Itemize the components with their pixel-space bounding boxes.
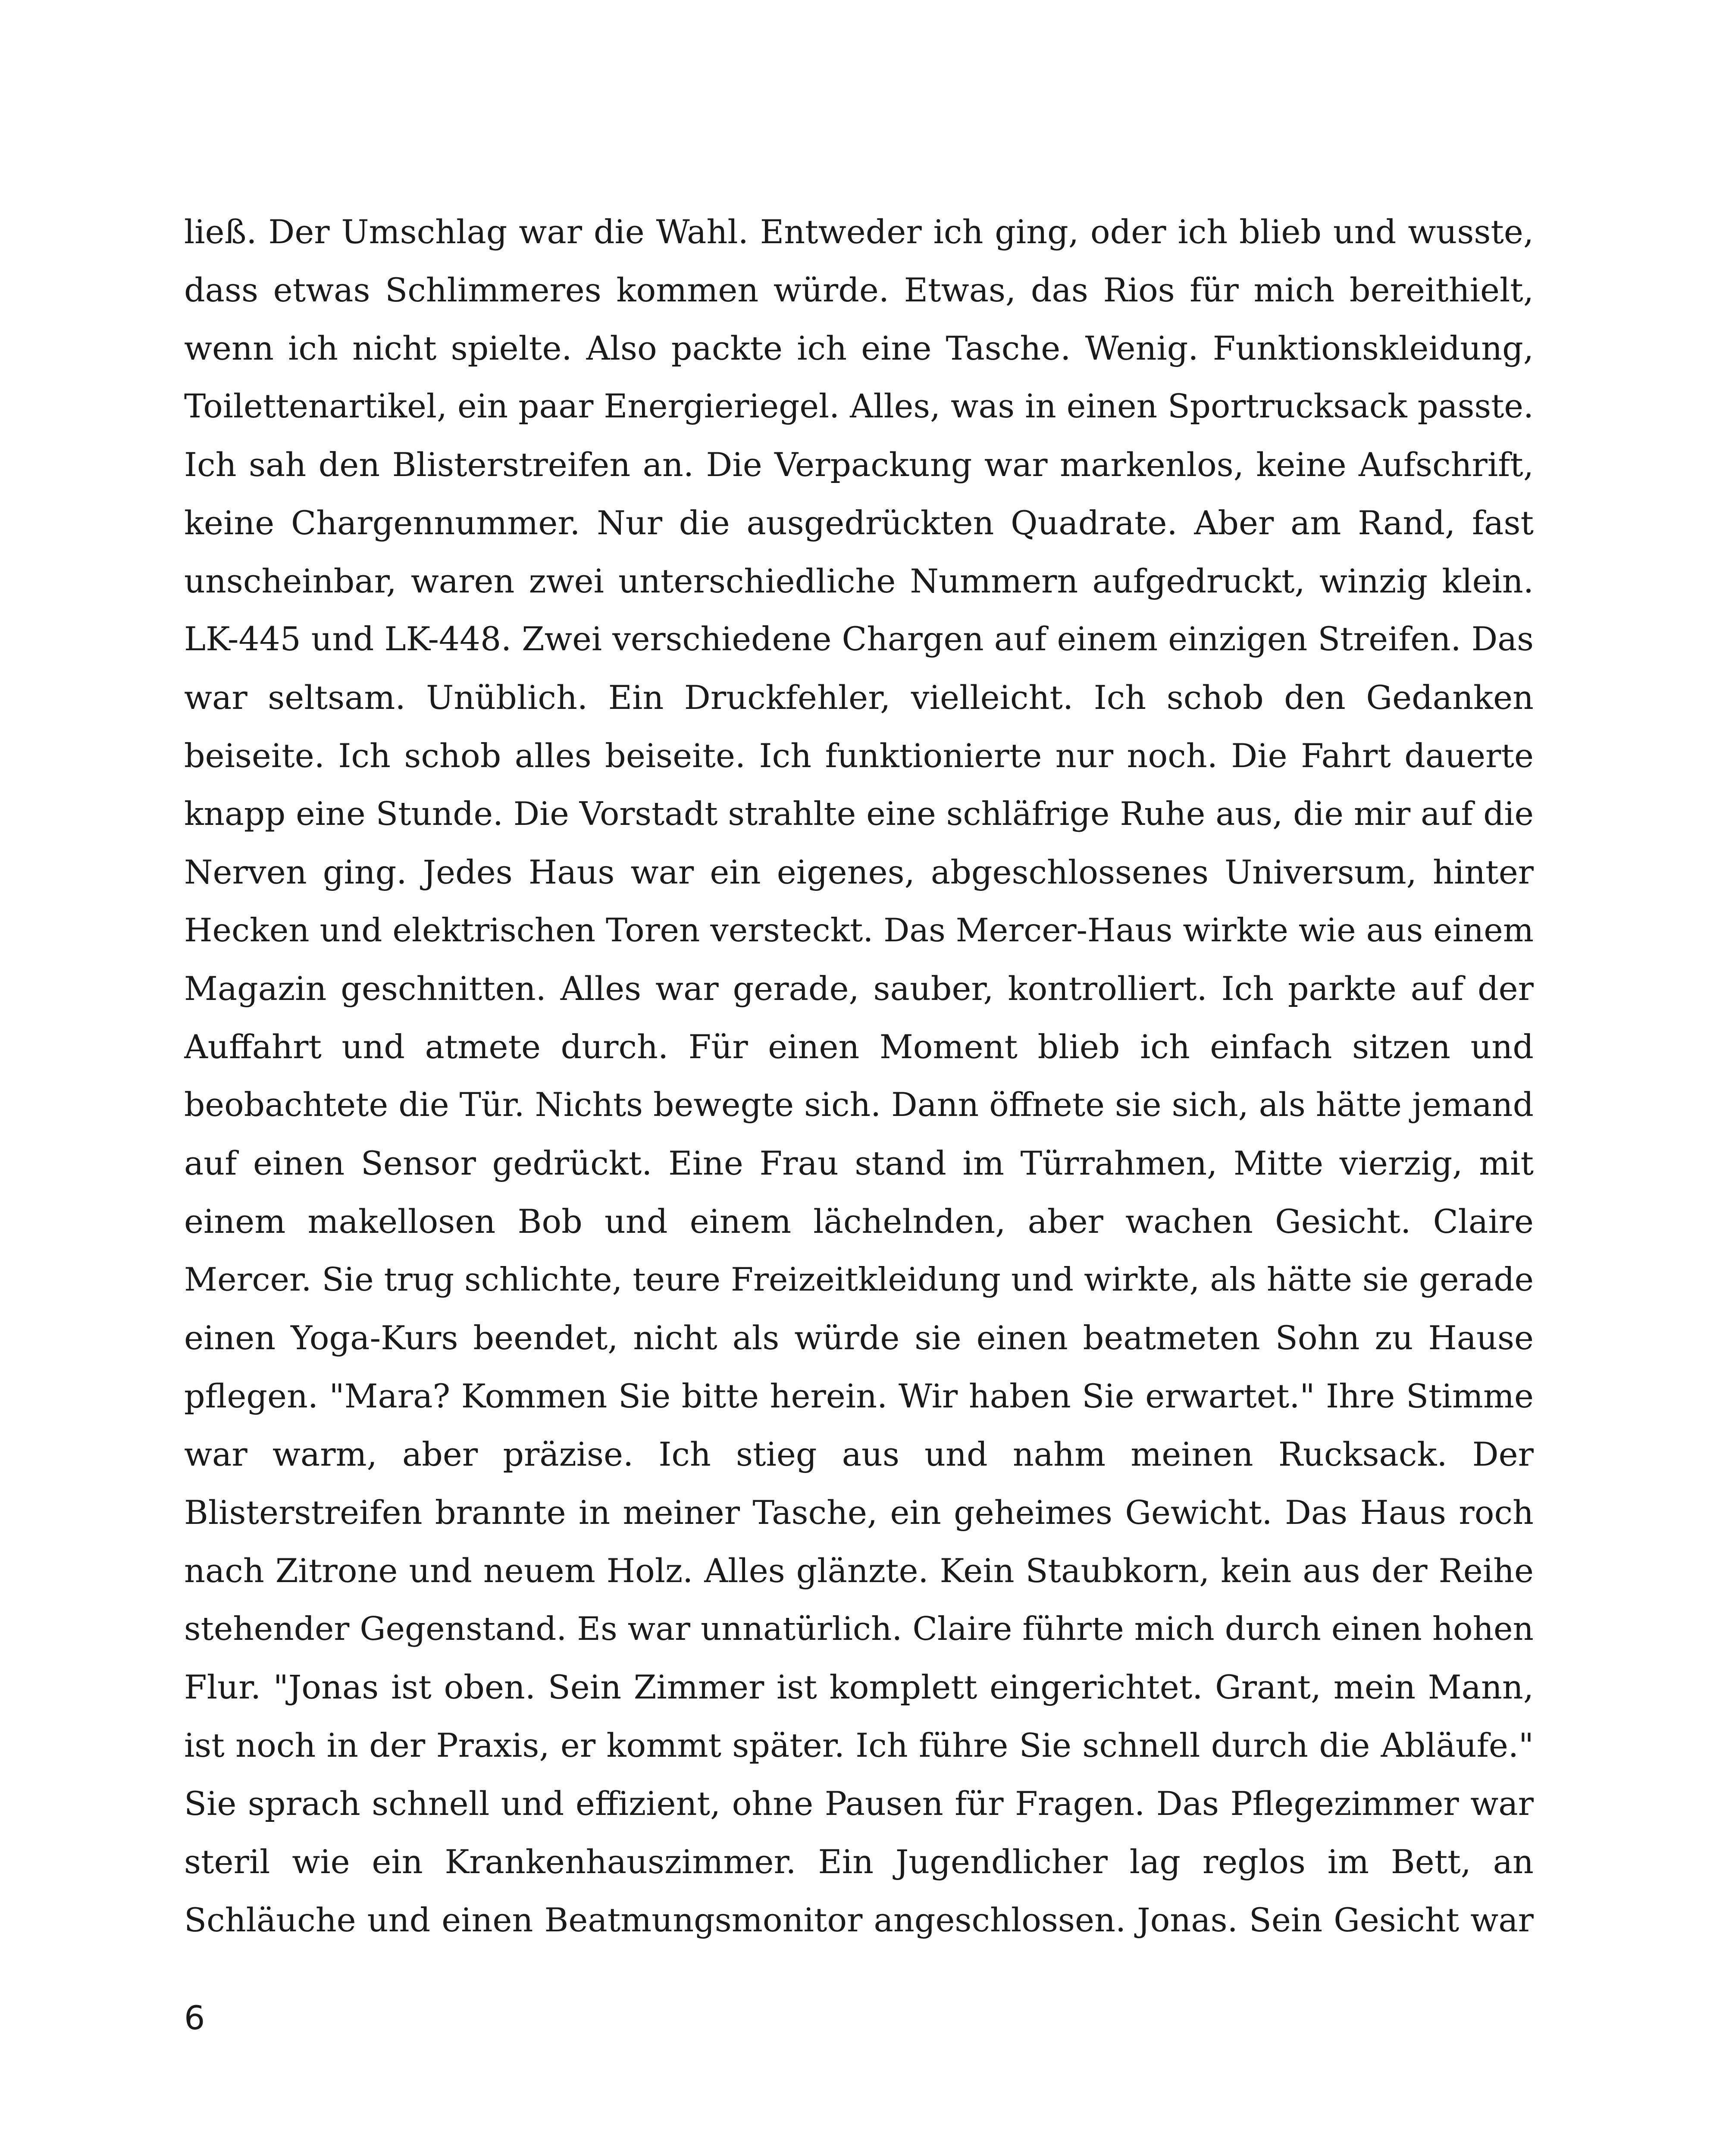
text-line: Blisterstreifen brannte in meiner Tasche, ein geheimes Gewicht. Das Haus roch	[184, 1493, 1534, 1532]
text-line: wenn ich nicht spielte. Also packte ich eine Tasche. Wenig. Funktionskleidung,	[184, 329, 1534, 367]
text-line: stehender Gegenstand. Es war unnatürlich. Claire führte mich durch einen hohen	[184, 1610, 1534, 1648]
text-line: ist noch in der Praxis, er kommt später. Ich führe Sie schnell durch die Abläufe."	[184, 1726, 1534, 1764]
text-line: einen Yoga-Kurs beendet, nicht als würde sie einen beatmeten Sohn zu Hause	[184, 1319, 1534, 1357]
text-line: Hecken und elektrischen Toren versteckt. Das Mercer-Haus wirkte wie aus einem	[184, 911, 1534, 949]
text-line: Nerven ging. Jedes Haus war ein eigenes, abgeschlossenes Universum, hinter	[184, 853, 1534, 891]
text-line: unscheinbar, waren zwei unterschiedliche Nummern aufgedruckt, winzig klein.	[184, 562, 1534, 600]
text-line: LK-445 und LK-448. Zwei verschiedene Chargen auf einem einzigen Streifen. Das	[184, 620, 1534, 658]
text-line: Magazin geschnitten. Alles war gerade, sauber, kontrolliert. Ich parkte auf der	[184, 969, 1534, 1008]
text-line: knapp eine Stunde. Die Vorstadt strahlte eine schläfrige Ruhe aus, die mir auf die	[184, 795, 1534, 833]
text-line: Toilettenartikel, ein paar Energieriegel. Alles, was in einen Sportrucksack passte.	[184, 387, 1534, 425]
text-line: ließ. Der Umschlag war die Wahl. Entweder ich ging, oder ich blieb und wusste,	[184, 213, 1534, 251]
text-line: Mercer. Sie trug schlichte, teure Freizeitkleidung und wirkte, als hätte sie gerade	[184, 1260, 1534, 1298]
text-line: auf einen Sensor gedrückt. Eine Frau stand im Türrahmen, Mitte vierzig, mit	[184, 1144, 1534, 1182]
page-number: 6	[184, 1999, 205, 2037]
body-text	[184, 203, 1534, 1949]
text-line: war warm, aber präzise. Ich stieg aus und nahm meinen Rucksack. Der	[184, 1435, 1534, 1473]
text-line: einem makellosen Bob und einem lächelnden, aber wachen Gesicht. Claire	[184, 1202, 1534, 1241]
text-line: Schläuche und einen Beatmungsmonitor angeschlossen. Jonas. Sein Gesicht war	[184, 1901, 1534, 1939]
text-line: Ich sah den Blisterstreifen an. Die Verpackung war markenlos, keine Aufschrift,	[184, 445, 1534, 484]
text-line: Sie sprach schnell und effizient, ohne Pausen für Fragen. Das Pflegezimmer war	[184, 1784, 1534, 1823]
text-line: Auffahrt und atmete durch. Für einen Moment blieb ich einfach sitzen und	[184, 1028, 1534, 1066]
text-line: beobachtete die Tür. Nichts bewegte sich. Dann öffnete sie sich, als hätte jemand	[184, 1086, 1534, 1124]
text-line: dass etwas Schlimmeres kommen würde. Etwas, das Rios für mich bereithielt,	[184, 271, 1534, 309]
text-line: pflegen. "Mara? Kommen Sie bitte herein. Wir haben Sie erwartet." Ihre Stimme	[184, 1377, 1534, 1415]
text-line: steril wie ein Krankenhauszimmer. Ein Jugendlicher lag reglos im Bett, an	[184, 1843, 1534, 1881]
text-line: keine Chargennummer. Nur die ausgedrückten Quadrate. Aber am Rand, fast	[184, 504, 1534, 542]
text-line: war seltsam. Unüblich. Ein Druckfehler, vielleicht. Ich schob den Gedanken	[184, 678, 1534, 717]
text-line: nach Zitrone und neuem Holz. Alles glänzte. Kein Staubkorn, kein aus der Reihe	[184, 1551, 1534, 1590]
text-line: beiseite. Ich schob alles beiseite. Ich funktionierte nur noch. Die Fahrt dauerte	[184, 736, 1534, 775]
text-line: Flur. "Jonas ist oben. Sein Zimmer ist komplett eingerichtet. Grant, mein Mann,	[184, 1668, 1534, 1706]
